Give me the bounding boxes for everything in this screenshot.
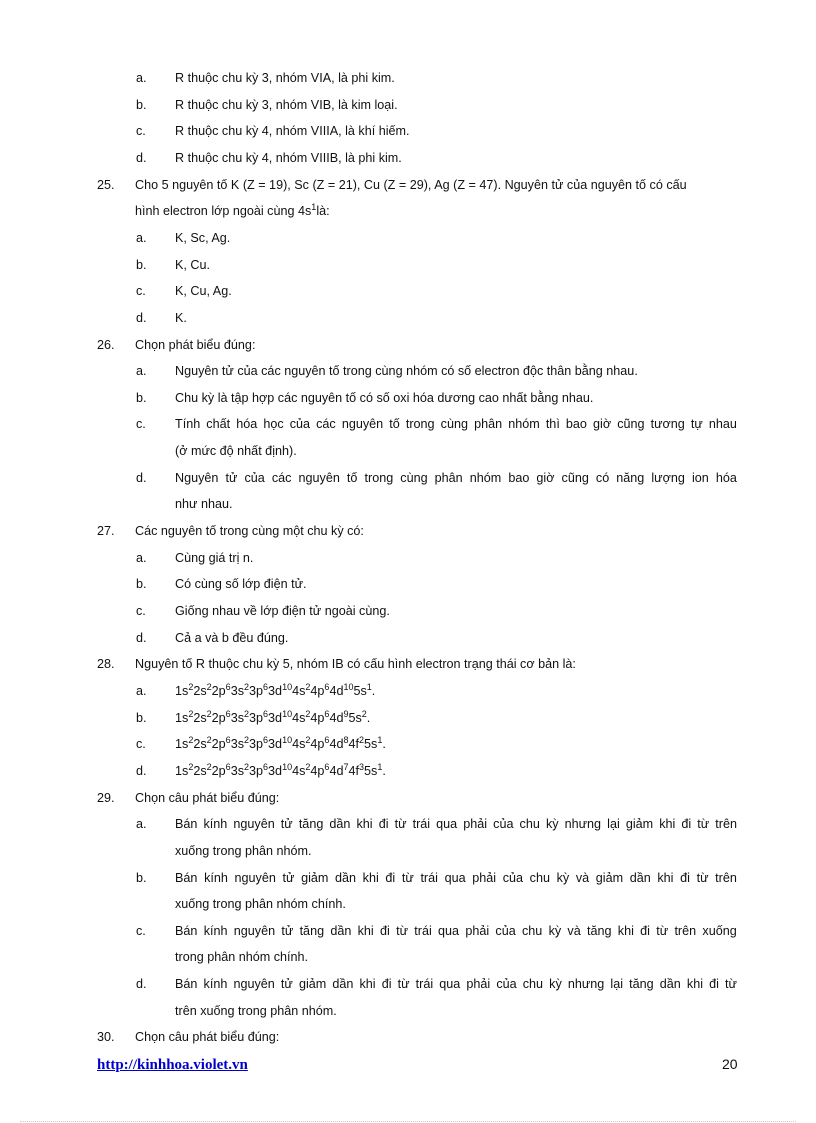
option-text: Cùng giá trị n.: [175, 550, 254, 565]
question-number: 28.: [97, 657, 115, 672]
option-letter: a.: [136, 364, 147, 379]
question-text: Cho 5 nguyên tố K (Z = 19), Sc (Z = 21), Cu (Z = 29), Ag (Z = 47). Nguyên tử của nguyên tố có cấu: [135, 177, 687, 192]
option-letter: b.: [136, 870, 147, 885]
option-text: $1s^22s^22p^63s^23p^63d^{10}4s^24p^64d^95s^2$.: [175, 708, 371, 725]
option-letter: a.: [136, 683, 147, 698]
question-number: 26.: [97, 337, 115, 352]
option-text: (ở mức độ nhất định).: [175, 444, 297, 459]
option-text: Bán kính nguyên tử giảm dần khi đi từ trái qua phải của chu kỳ nhưng lại tăng dần khi đi từ: [175, 977, 737, 992]
option-letter: b.: [136, 390, 147, 405]
option-text: trên xuống trong phân nhóm.: [175, 1003, 337, 1018]
option-letter: b.: [136, 97, 147, 112]
option-letter: c.: [136, 604, 146, 618]
option-letter: d.: [136, 630, 147, 645]
question-number: 25.: [97, 177, 115, 192]
option-text: R thuộc chu kỳ 4, nhóm VIIIB, là phi kim.: [175, 150, 402, 165]
option-text: như nhau.: [175, 497, 233, 512]
option-text: Có cùng số lớp điện tử.: [175, 577, 307, 592]
option-text: K.: [175, 310, 187, 325]
question-number: 27.: [97, 524, 115, 539]
option-text: K, Sc, Ag.: [175, 230, 231, 245]
page-number: 20: [722, 1056, 738, 1072]
option-letter: a.: [136, 550, 147, 565]
option-text: Bán kính nguyên tử tăng dần khi đi từ trái qua phải của chu kỳ nhưng lại giảm khi đi từ trên: [175, 817, 737, 832]
option-text: K, Cu.: [175, 257, 210, 272]
option-text: Tính chất hóa học của các nguyên tố trong cùng phân nhóm thì bao giờ cũng tương tự nhau: [175, 417, 737, 432]
option-letter: b.: [136, 710, 147, 725]
option-letter: c.: [136, 417, 146, 432]
option-text: Nguyên tử của các nguyên tố trong cùng phân nhóm bao giờ cũng có năng lượng ion hóa: [175, 470, 737, 485]
question-text: Nguyên tố R thuộc chu kỳ 5, nhóm IB có cấu hình electron trạng thái cơ bản là:: [135, 657, 576, 672]
question-text: Các nguyên tố trong cùng một chu kỳ có:: [135, 524, 364, 539]
option-text: R thuộc chu kỳ 4, nhóm VIIIA, là khí hiếm.: [175, 124, 410, 139]
question-text: Chọn câu phát biểu đúng:: [135, 790, 280, 805]
option-text: R thuộc chu kỳ 3, nhóm VIA, là phi kim.: [175, 71, 395, 85]
option-text: Nguyên tử của các nguyên tố trong cùng nhóm có số electron độc thân bằng nhau.: [175, 364, 638, 379]
option-letter: a.: [136, 230, 147, 245]
option-text: $1s^22s^22p^63s^23p^63d^{10}4s^24p^64d^74f^35s^1$.: [175, 761, 386, 778]
option-letter: c.: [136, 737, 146, 752]
option-letter: d.: [136, 763, 147, 778]
option-text: K, Cu, Ag.: [175, 284, 232, 299]
option-letter: d.: [136, 310, 147, 325]
option-letter: c.: [136, 284, 146, 299]
option-letter: c.: [136, 923, 146, 938]
option-text: Bán kính nguyên tử tăng dần khi đi từ trái qua phải của chu kỳ và tăng khi đi từ trên xuống: [175, 923, 737, 938]
option-text: Cả a và b đều đúng.: [175, 630, 289, 645]
option-letter: d.: [136, 470, 147, 485]
option-text: Bán kính nguyên tử giảm dần khi đi từ trái qua phải của chu kỳ và giảm dần khi đi từ trên: [175, 870, 737, 885]
option-letter: d.: [136, 977, 147, 992]
question-text: Chọn phát biểu đúng:: [135, 337, 256, 352]
option-letter: c.: [136, 124, 146, 139]
question-text: Chọn câu phát biểu đúng:: [135, 1030, 280, 1045]
option-text: $1s^22s^22p^63s^23p^63d^{10}4s^24p^64d^84f^25s^1$.: [175, 735, 386, 752]
option-text: xuống trong phân nhóm.: [175, 843, 312, 858]
option-letter: d.: [136, 150, 147, 165]
question-number: 30.: [97, 1030, 115, 1045]
question-number: 29.: [97, 790, 115, 805]
option-text: R thuộc chu kỳ 3, nhóm VIB, là kim loại.: [175, 97, 398, 112]
option-text: xuống trong phân nhóm chính.: [175, 897, 346, 912]
option-letter: b.: [136, 577, 147, 592]
option-letter: a.: [136, 817, 147, 832]
page-divider: [20, 1121, 796, 1122]
option-text: trong phân nhóm chính.: [175, 950, 309, 965]
option-letter: b.: [136, 257, 147, 272]
option-text: Chu kỳ là tập hợp các nguyên tố có số oxi hóa dương cao nhất bằng nhau.: [175, 390, 594, 405]
question-text: hình electron lớp ngoài cùng $4s^1là$:: [135, 202, 330, 219]
footer-link[interactable]: http://kinhhoa.violet.vn: [97, 1057, 248, 1073]
option-text: $1s^22s^22p^63s^23p^63d^{10}4s^24p^64d^{10}5s^1$.: [175, 681, 376, 698]
option-letter: a.: [136, 71, 147, 85]
option-text: Giống nhau về lớp điện tử ngoài cùng.: [175, 604, 390, 618]
